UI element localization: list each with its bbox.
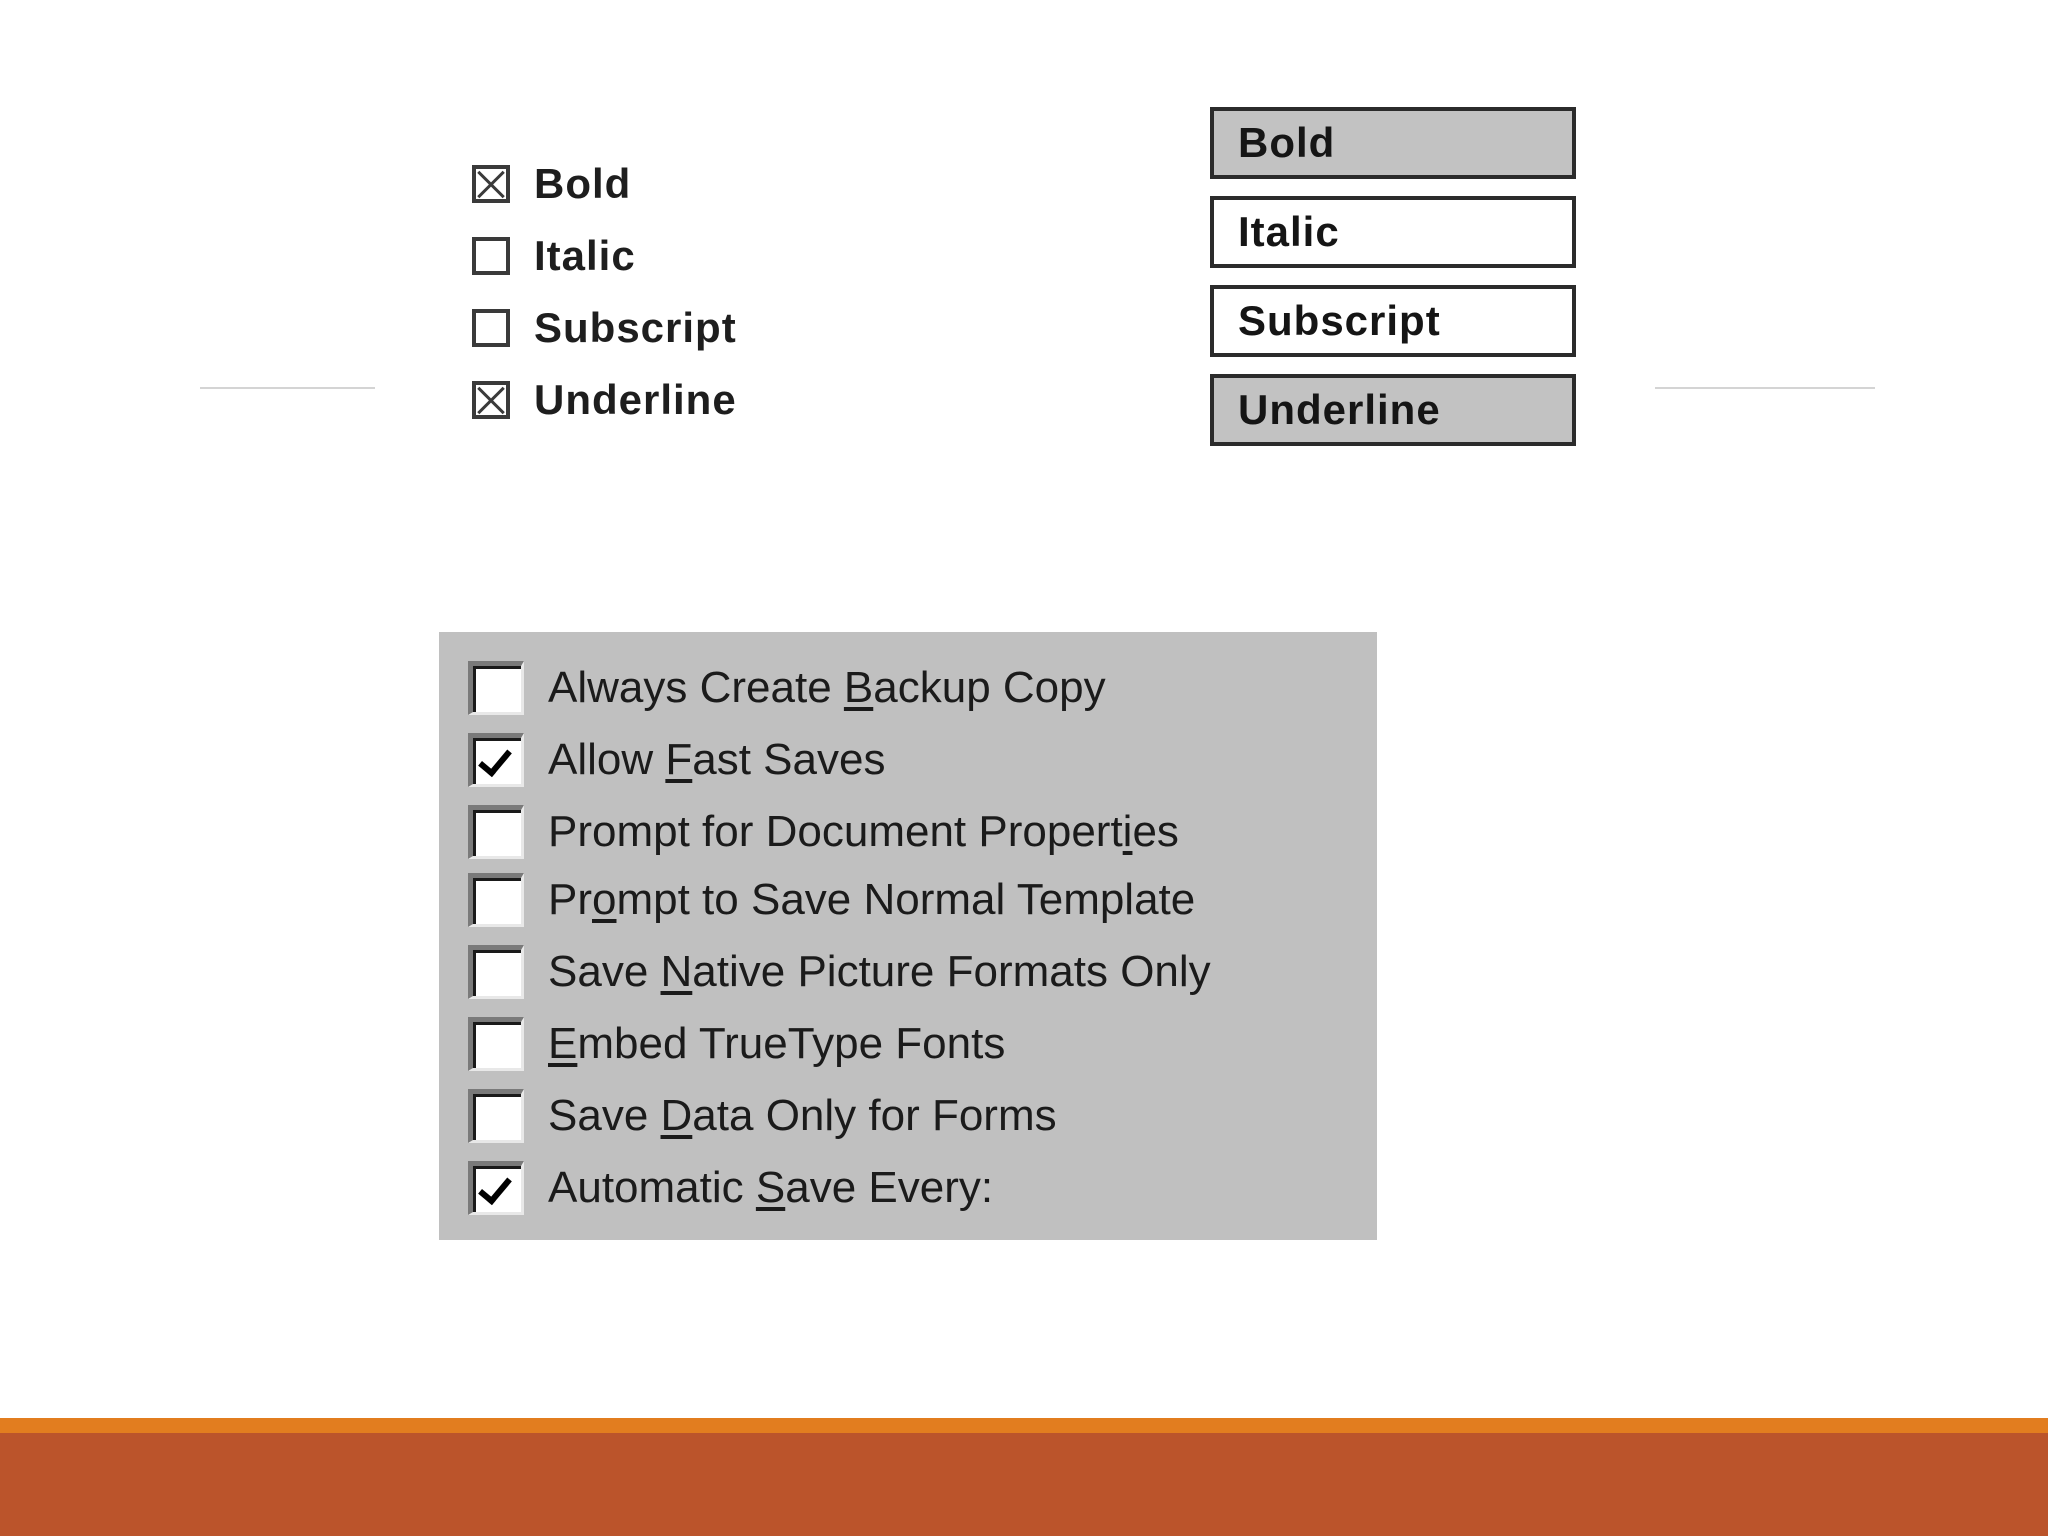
toggle-button-italic[interactable]: Italic	[1210, 196, 1576, 268]
save-options-panel	[439, 632, 1377, 1240]
format-checkbox-label: Subscript	[534, 304, 737, 351]
option-automatic-save-every[interactable]	[468, 1158, 993, 1218]
option-allow-fast-saves[interactable]	[468, 730, 885, 790]
decorative-rule-left	[200, 387, 375, 389]
option-prompt-for-document-properties[interactable]	[468, 802, 1179, 862]
option-label: Always Create Backup Copy	[548, 663, 1106, 712]
format-checkbox-underline[interactable]	[472, 364, 737, 436]
checkbox-icon[interactable]	[468, 1089, 524, 1143]
option-label: Save Native Picture Formats Only	[548, 947, 1211, 996]
checkmark-icon[interactable]	[468, 1161, 524, 1215]
option-save-data-only-for-forms[interactable]	[468, 1086, 1057, 1146]
format-checkbox-bold[interactable]	[472, 148, 737, 220]
checkmark-icon[interactable]	[468, 733, 524, 787]
option-label: Allow Fast Saves	[548, 735, 886, 784]
decorative-rule-right	[1655, 387, 1875, 389]
toggle-button-group	[1210, 107, 1576, 463]
format-checkbox-label: Bold	[534, 160, 632, 207]
access-key: F	[665, 735, 693, 784]
option-label: Prompt for Document Properties	[548, 807, 1179, 856]
checkbox-checked-icon[interactable]	[472, 381, 510, 419]
access-key: D	[660, 1091, 693, 1140]
checkbox-checked-icon[interactable]	[472, 165, 510, 203]
toggle-button-bold[interactable]: Bold	[1210, 107, 1576, 179]
checkbox-icon[interactable]	[468, 805, 524, 859]
checkbox-icon[interactable]	[468, 1017, 524, 1071]
access-key: S	[755, 1163, 786, 1212]
format-checkbox-list	[472, 148, 737, 436]
checkbox-icon[interactable]	[472, 309, 510, 347]
access-key: N	[660, 947, 693, 996]
option-save-native-picture-formats-only[interactable]	[468, 942, 1211, 1002]
access-key: E	[548, 1019, 578, 1068]
option-label: Embed TrueType Fonts	[548, 1019, 1006, 1068]
access-key: i	[1122, 807, 1133, 856]
option-label: Automatic Save Every:	[548, 1163, 994, 1212]
checkbox-icon[interactable]	[468, 873, 524, 927]
format-checkbox-italic[interactable]	[472, 220, 737, 292]
checkbox-icon[interactable]	[472, 237, 510, 275]
toggle-button-subscript[interactable]: Subscript	[1210, 285, 1576, 357]
toggle-button-underline[interactable]: Underline	[1210, 374, 1576, 446]
footer-accent-stripe	[0, 1418, 2048, 1433]
footer-bar	[0, 1433, 2048, 1536]
format-checkbox-subscript[interactable]	[472, 292, 737, 364]
option-always-create-backup-copy[interactable]	[468, 658, 1106, 718]
checkbox-icon[interactable]	[468, 661, 524, 715]
access-key: B	[843, 663, 874, 712]
option-prompt-to-save-normal-template[interactable]	[468, 870, 1195, 930]
format-checkbox-label: Underline	[534, 376, 737, 423]
format-checkbox-label: Italic	[534, 232, 636, 279]
option-embed-truetype-fonts[interactable]	[468, 1014, 1005, 1074]
access-key: o	[592, 875, 617, 924]
checkbox-icon[interactable]	[468, 945, 524, 999]
option-label: Save Data Only for Forms	[548, 1091, 1057, 1140]
option-label: Prompt to Save Normal Template	[548, 875, 1196, 924]
